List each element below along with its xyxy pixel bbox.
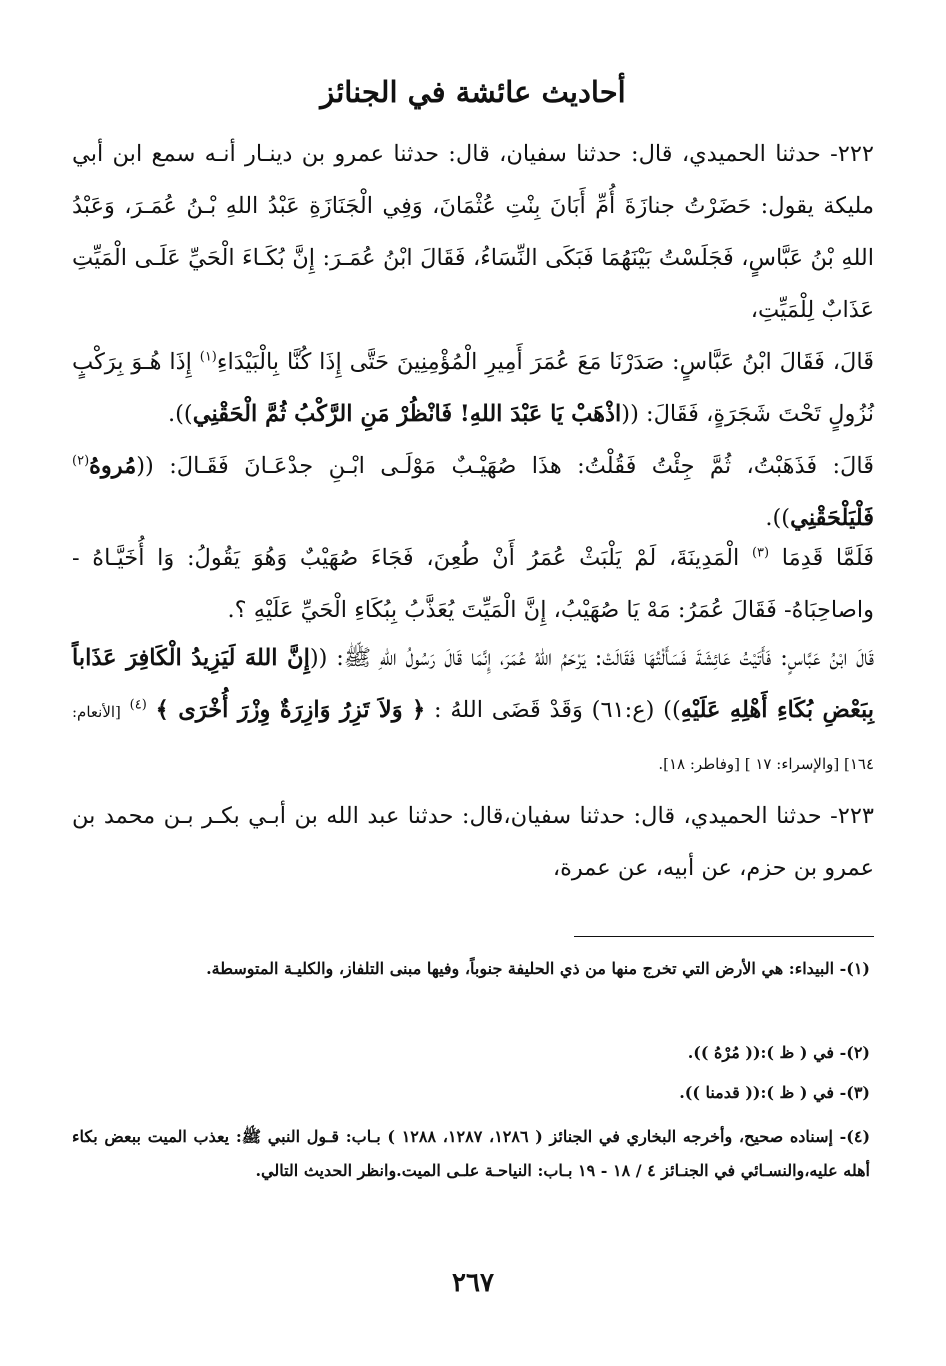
hadith-222-continuation-3: [72, 532, 874, 636]
footnote-ref-1: (١): [199, 349, 217, 365]
p3-quote-b: فَلْيَلْحَقْنِي: [790, 505, 874, 531]
p3-text-a: قَالَ: فَذَهَبْتُ، ثُمَّ جِئْتُ فَقُلْتُ: هذَا صُهَيْـبٌ مَوْلَـى ابْـنِ جدْعَـانَ فَقَـالَ: ((: [136, 453, 874, 479]
page-title: أحاديث عائشة في الجنائز: [320, 75, 626, 109]
p5-text-b: )) (ع:٦١) وَقَدْ قَضَى اللهُ :: [434, 697, 681, 723]
footnote-4: (٤)- إسناده صحيح، وأخرجه البخاري في الجنائز ( ١٢٨٦، ١٢٨٧، ١٢٨٨ ) بـاب: قـول النبي ﷺ: يعذب الميت ببعض بكاء أهله عليه،والنسـائي في الجنـائز ٤ / ١٨ - ١٩ بـاب: النياحـة علـى الميت.وانظر الحديث التالي.: [72, 1127, 871, 1180]
p2-text-b: إِذَا هُـوَ بِرَكْبٍ نُزُولٍ تَحْتَ شَجَرَةٍ، فَقَالَ: ((: [72, 349, 874, 427]
hadith-222-continuation-4: [72, 632, 874, 788]
p2-text-a: قَالَ، فَقَالَ ابْنُ عَبَّاسٍ: صَدَرْنَا مَعَ عُمَرَ أَمِيرِ الْمُؤْمِنِينَ حَتَّى إِذَا كُنَّا بِالْبَيْدَاءِ: [216, 349, 875, 375]
footnote-2: (٢)- في ( ظ ):(( مُرْهُ )).: [687, 1043, 870, 1062]
p3-text-c: )).: [765, 505, 791, 531]
hadith-223-paragraph: [72, 790, 874, 894]
p2-prophetic-quote: اذْهَبْ يَا عَبْدَ اللهِ! فَانْظُرْ مَنِ الرَّكْبُ ثُمَّ الْحَقْنِي: [192, 401, 622, 427]
p4-text-b: الْمَدِينَةَ، لَمْ يَلْبَثْ عُمَرُ أَنْ طُعِنَ، فَجَاءَ صُهَيْبٌ وَهُوَ يَقُولُ: وَا أُخَيَّـاهُ - واصاحِبَاهُ- فَقَالَ عُمَرُ: مَهْ يَا صُهَيْبُ، إِنَّ الْمَيِّتَ يُعَذَّبُ بِبُكَاءِ الْحَيِّ عَلَيْهِ ؟.: [72, 545, 874, 623]
footnote-3: (٣)- في ( ظ ):(( قدمنا )).: [679, 1083, 870, 1102]
footnote-divider: [574, 936, 874, 937]
hadith-222-continuation-2: [72, 440, 874, 544]
hadith-222-continuation-1: [72, 336, 874, 440]
p2-text-c: )).: [168, 401, 193, 427]
hadith-223-text: ٢٢٣- حدثنا الحميدي، قال: حدثنا سفيان،قال: حدثنا عبد الله بن أبـي بكـر بـن محمد بن عمرو بن حزم، عن أبيه، عن عمرة،: [72, 803, 874, 881]
p4-text-a: فَلَمَّا قَدِمَا: [781, 545, 874, 571]
hadith-222-paragraph: [72, 128, 874, 336]
quran-verse: ﴿ وَلاَ تَزِرُ وَازِرَةٌ وِزْرَ أُخْرَى ﴾: [155, 697, 426, 723]
verse-references: [الأنعام: ١٦٤] [والإسراء: ١٧ ] [وفاطر: ١٨].: [72, 703, 874, 773]
page-number: ٢٦٧: [452, 1268, 494, 1298]
footnote-ref-3: (٣): [751, 545, 770, 561]
hadith-222-text: ٢٢٢- حدثنا الحميدي، قال: حدثنا سفيان، قال: حدثنا عمرو بن دينـار أنـه سمع ابن أبي مليكة يقول: حَضَرْتُ جنازَةَ أُمِّ أَبَانَ بِنْتِ عُثْمَانَ، وَفِي الْجَنَازَةِ عَبْدُ اللهِ بْـنُ عُمَـرَ، وَعَبْدُ اللهِ بْنُ عَبَّاسٍ، فَجَلَسْتُ بَيْنَهُمَا فَبَكَى النِّسَاءُ، فَقَالَ ابْنُ عُمَـرَ: إِنَّ بُكَـاءَ الْحَيِّ عَلَـى الْمَيِّتِ عَذَابٌ لِلْمَيِّتِ،: [72, 141, 874, 323]
p3-quote-a: مُروهُ: [89, 453, 137, 479]
footnote-ref-4: (٤): [129, 697, 147, 713]
footnote-1: (١)- البيداء: هي الأرض التي تخرج منها من ذي الحليفة جنوباً، وفيها مبنى التلفاز، والكليـة المتوسطة.: [206, 959, 870, 978]
p5-prophetic-quote: إِنَّ اللهَ لَيَزِيدُ الْكَافِرَ عَذَاباً بِبَعْضِ بُكَاءِ أَهْلِهِ عَلَيْهِ: [72, 645, 875, 723]
footnote-ref-2: (٢): [72, 453, 90, 469]
p5-text-a: قَالَ ابْنُ عَبَّاسٍ: فَأَتَيْتُ عَائِشَةَ فَسَأَلْتُهَا فَقَالَتْ: يَرْحَمُ اللهُ عُمَرَ، إِنَّمَا قَالَ رَسُولُ اللهِ ﷺ: ((: [309, 645, 874, 671]
